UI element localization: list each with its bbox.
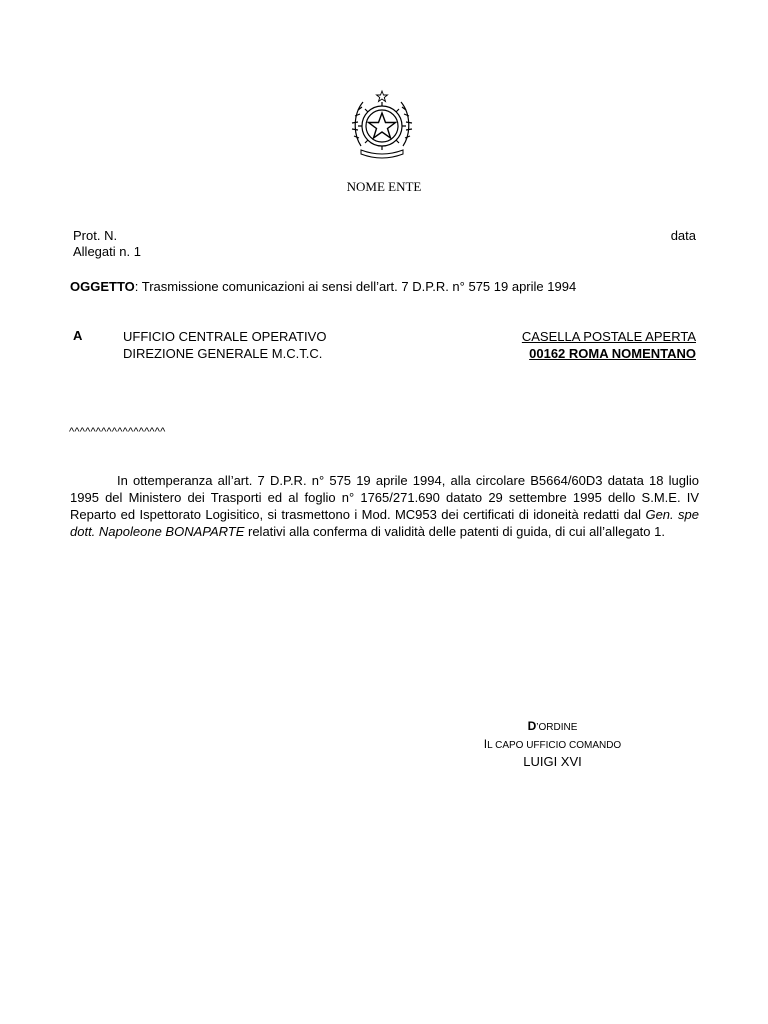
subject-text: : Trasmissione comunicazioni ai sensi dell’art. 7 D.P.R. n° 575 19 aprile 1994 [134,279,577,294]
protocol-block [73,228,141,260]
recipient-address [522,328,696,362]
signature-order [480,718,625,736]
separator-carets: ^^^^^^^^^^^^^^^^^^ [69,426,166,438]
role-rest: L CAPO UFFICIO COMANDO [487,740,622,751]
recipient-prefix: A [73,328,83,343]
order-initial: D [527,719,537,733]
signature-block [480,718,625,770]
signature-name: LUIGI XVI [523,754,582,769]
body-part-2: relativi alla conferma di validità delle patenti di guida, di cui all’allegato 1. [244,524,665,539]
address-line-1: CASELLA POSTALE APERTA [521,329,696,344]
body-italic-name: Gen. spe dott. Napoleone BONAPARTE [70,507,699,539]
address-line-2: 00162 ROMA NOMENTANO [529,346,696,361]
body-paragraph [70,472,699,540]
prot-number: Prot. N. [73,228,118,243]
allegati-count: Allegati n. 1 [73,244,141,259]
role-initial: I [483,737,488,751]
date-field: data [670,228,696,243]
recipient-name [123,328,326,362]
subject-label: OGGETTO [70,279,135,294]
ente-title: NOME ENTE [346,179,422,194]
signature-role [480,736,625,754]
order-rest: ’ORDINE [536,722,578,733]
recipient-line-1: UFFICIO CENTRALE OPERATIVO [123,329,327,344]
subject-line [70,279,576,294]
recipient-line-2: DIREZIONE GENERALE M.C.T.C. [123,346,323,361]
italian-republic-emblem-icon [349,88,415,160]
body-part-1: In ottemperanza all’art. 7 D.P.R. n° 575 19 aprile 1994, alla circolare B5664/60D3 datata 18 luglio 1995 del Ministero dei Trasporti ed al foglio n° 1765/271.690 datato 29 settembre 1995 dello S.M.E. IV Reparto ed Ispettorato Logisitico, si trasmettono i Mod. MC953 dei certificati di idoneità redatti dal [70,473,699,522]
